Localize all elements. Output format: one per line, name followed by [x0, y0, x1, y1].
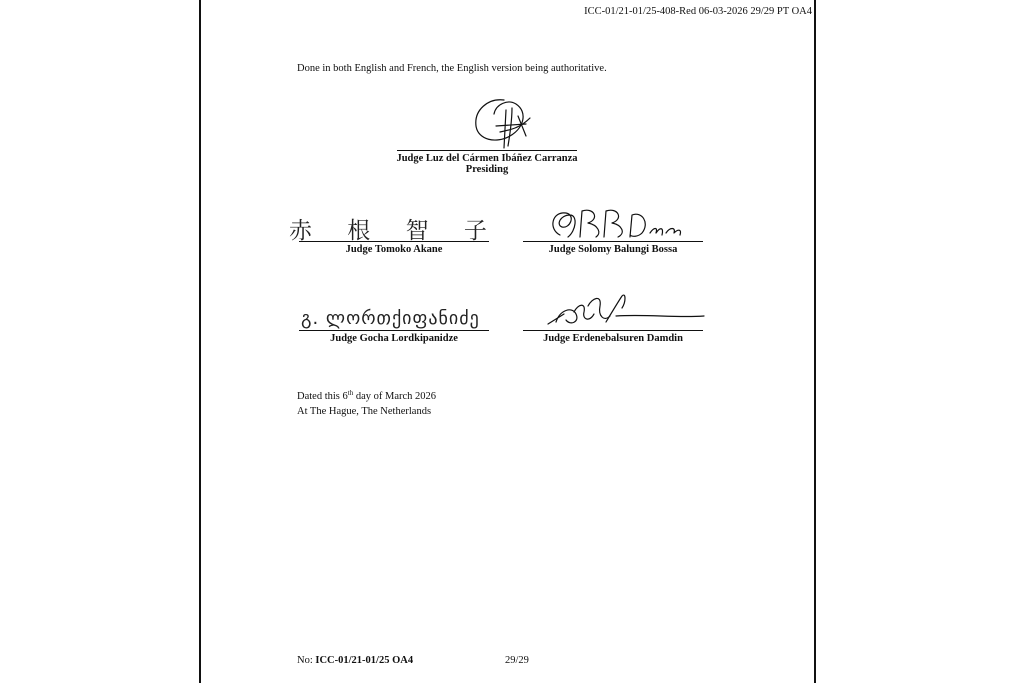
bossa-signature: [546, 205, 686, 245]
dated-superscript: th: [347, 389, 354, 397]
dated-place: At The Hague, The Netherlands: [297, 406, 432, 417]
footer-no-value: ICC-01/21-01/25 OA4: [315, 655, 414, 666]
footer-case-number: [297, 655, 413, 666]
akane-signature-line: [299, 241, 489, 242]
lordkipanidze-signature-line: [299, 330, 489, 331]
presiding-signature-line: [397, 150, 577, 151]
damdin-signature-line: [523, 330, 703, 331]
judge-akane-name: Judge Tomoko Akane: [345, 244, 443, 255]
judge-bossa-name: Judge Solomy Balungi Bossa: [548, 244, 678, 255]
document-page: [199, 0, 816, 683]
footer-page-number: 29/29: [505, 655, 529, 666]
damdin-signature: [546, 292, 706, 332]
dated-suffix: day of March 2026: [353, 391, 437, 402]
presiding-judge-signature: [466, 96, 546, 152]
dated-prefix: Dated this 6: [297, 391, 348, 402]
judge-lordkipanidze-name: Judge Gocha Lordkipanidze: [330, 333, 458, 344]
bossa-signature-line: [523, 241, 703, 242]
dated-line: [297, 389, 436, 402]
presiding-judge-name: Judge Luz del Cármen Ibáñez Carranza: [396, 153, 578, 164]
language-statement: Done in both English and French, the English version being authoritative.: [297, 63, 607, 74]
judge-damdin-name: Judge Erdenebalsuren Damdin: [543, 333, 683, 344]
presiding-role: Presiding: [465, 164, 509, 175]
footer-no-label: No:: [297, 655, 316, 666]
lordkipanidze-signature: გ. ლორთქიფანიძე: [301, 308, 480, 329]
akane-signature: 赤 根 智 子: [289, 218, 501, 244]
document-reference-header: ICC-01/21-01/25-408-Red 06-03-2026 29/29 PT OA4: [584, 6, 812, 17]
